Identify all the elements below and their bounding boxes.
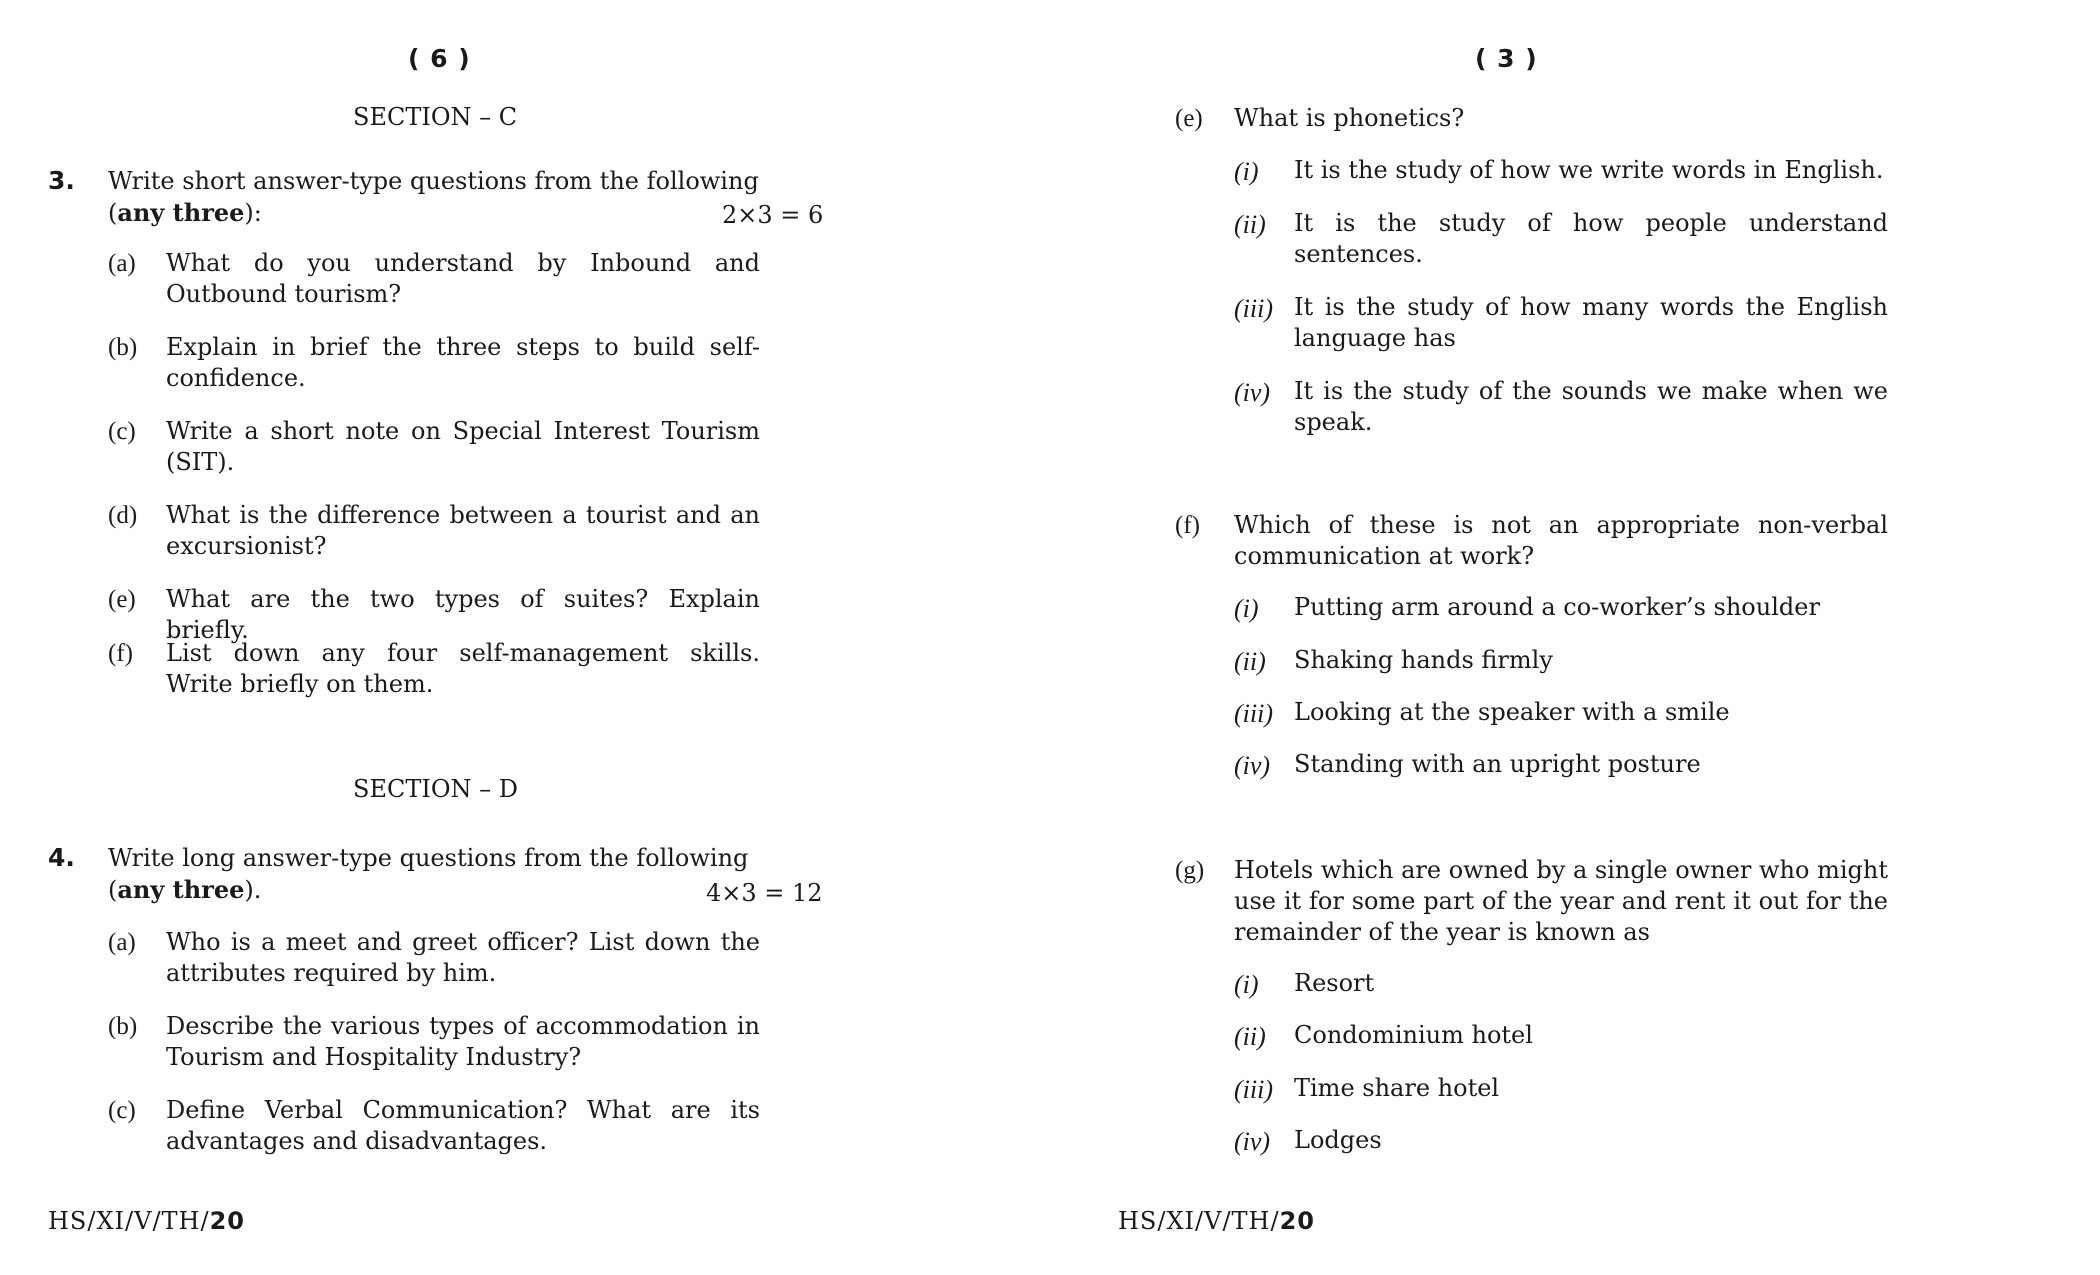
section-d-heading: SECTION – D bbox=[353, 775, 518, 803]
item-label: (b) bbox=[108, 334, 138, 361]
question-label: (g) bbox=[1175, 857, 1205, 884]
item-label: (f) bbox=[108, 640, 133, 667]
option-label: (iii) bbox=[1234, 294, 1273, 323]
item-label: (c) bbox=[108, 418, 136, 445]
question-text: Which of these is not an appropriate non-verbal communication at work? bbox=[1234, 511, 1888, 570]
option-label: (iv) bbox=[1234, 378, 1271, 407]
option-text: Resort bbox=[1294, 969, 1375, 997]
question-text: What is phonetics? bbox=[1234, 104, 1465, 132]
list-item: What is the difference between a tourist and an excursionist? bbox=[166, 501, 760, 560]
option-text: Looking at the speaker with a smile bbox=[1294, 698, 1730, 726]
option-text: It is the study of the sounds we make when we speak. bbox=[1294, 377, 1888, 436]
list-item: List down any four self-management skills. Write briefly on them. bbox=[166, 639, 760, 698]
option-label: (iii) bbox=[1234, 699, 1273, 728]
option-text: Putting arm around a co-worker’s shoulder bbox=[1294, 593, 1820, 621]
emphasis-text: any three bbox=[117, 198, 245, 227]
option-text: It is the study of how people understand sentences. bbox=[1294, 209, 1888, 268]
option-text: Standing with an upright posture bbox=[1294, 750, 1701, 778]
item-label: (b) bbox=[108, 1013, 138, 1040]
item-label: (a) bbox=[108, 250, 136, 277]
question-text: Hotels which are owned by a single owner who might use it for some part of the year and rent it out for the remainder of the year is known as bbox=[1234, 856, 1888, 946]
marks: 2×3 = 6 bbox=[722, 201, 824, 229]
option-label: (i) bbox=[1234, 157, 1259, 186]
option-label: (ii) bbox=[1234, 1022, 1266, 1051]
option-text: Shaking hands firmly bbox=[1294, 646, 1553, 674]
page-number: ( 3 ) bbox=[1475, 44, 1538, 73]
option-text: Condominium hotel bbox=[1294, 1021, 1533, 1049]
option-text: It is the study of how we write words in English. bbox=[1294, 156, 1884, 184]
footer-code: HS/XI/V/TH/20 bbox=[48, 1207, 245, 1235]
list-item: Describe the various types of accommodation in Tourism and Hospitality Industry? bbox=[166, 1012, 760, 1071]
footer-code: HS/XI/V/TH/20 bbox=[1118, 1207, 1315, 1235]
right-page bbox=[1050, 0, 2100, 1275]
list-item: What are the two types of suites? Explain briefly. bbox=[166, 585, 760, 644]
question-text: Write long answer-type questions from the following bbox=[108, 844, 749, 872]
list-item: Who is a meet and greet officer? List down the attributes required by him. bbox=[166, 928, 760, 987]
list-item: Write a short note on Special Interest Tourism (SIT). bbox=[166, 417, 760, 476]
option-label: (ii) bbox=[1234, 210, 1266, 239]
question-number: 4. bbox=[48, 843, 75, 872]
question-number: 3. bbox=[48, 166, 75, 195]
list-item: What do you understand by Inbound and Outbound tourism? bbox=[166, 249, 760, 308]
marks: 4×3 = 12 bbox=[706, 879, 823, 907]
option-label: (ii) bbox=[1234, 647, 1266, 676]
option-text: Lodges bbox=[1294, 1126, 1382, 1154]
option-label: (i) bbox=[1234, 594, 1259, 623]
emphasis-text: any three bbox=[117, 875, 245, 904]
option-label: (i) bbox=[1234, 970, 1259, 999]
item-label: (c) bbox=[108, 1097, 136, 1124]
list-item: Explain in brief the three steps to build self-confidence. bbox=[166, 333, 760, 392]
question-text: Write short answer-type questions from the following bbox=[108, 167, 759, 195]
item-label: (e) bbox=[108, 586, 136, 613]
page-number: ( 6 ) bbox=[408, 44, 471, 73]
option-label: (iv) bbox=[1234, 751, 1271, 780]
item-label: (d) bbox=[108, 502, 138, 529]
list-item: Define Verbal Communication? What are its advantages and disadvantages. bbox=[166, 1096, 760, 1155]
item-label: (a) bbox=[108, 929, 136, 956]
section-c-heading: SECTION – C bbox=[353, 103, 518, 131]
option-label: (iv) bbox=[1234, 1127, 1271, 1156]
question-instruction: (any three): bbox=[108, 198, 262, 227]
question-label: (e) bbox=[1175, 105, 1203, 132]
option-text: It is the study of how many words the English language has bbox=[1294, 293, 1888, 352]
question-instruction: (any three). bbox=[108, 875, 262, 904]
question-label: (f) bbox=[1175, 512, 1200, 539]
option-text: Time share hotel bbox=[1294, 1074, 1500, 1102]
option-label: (iii) bbox=[1234, 1075, 1273, 1104]
